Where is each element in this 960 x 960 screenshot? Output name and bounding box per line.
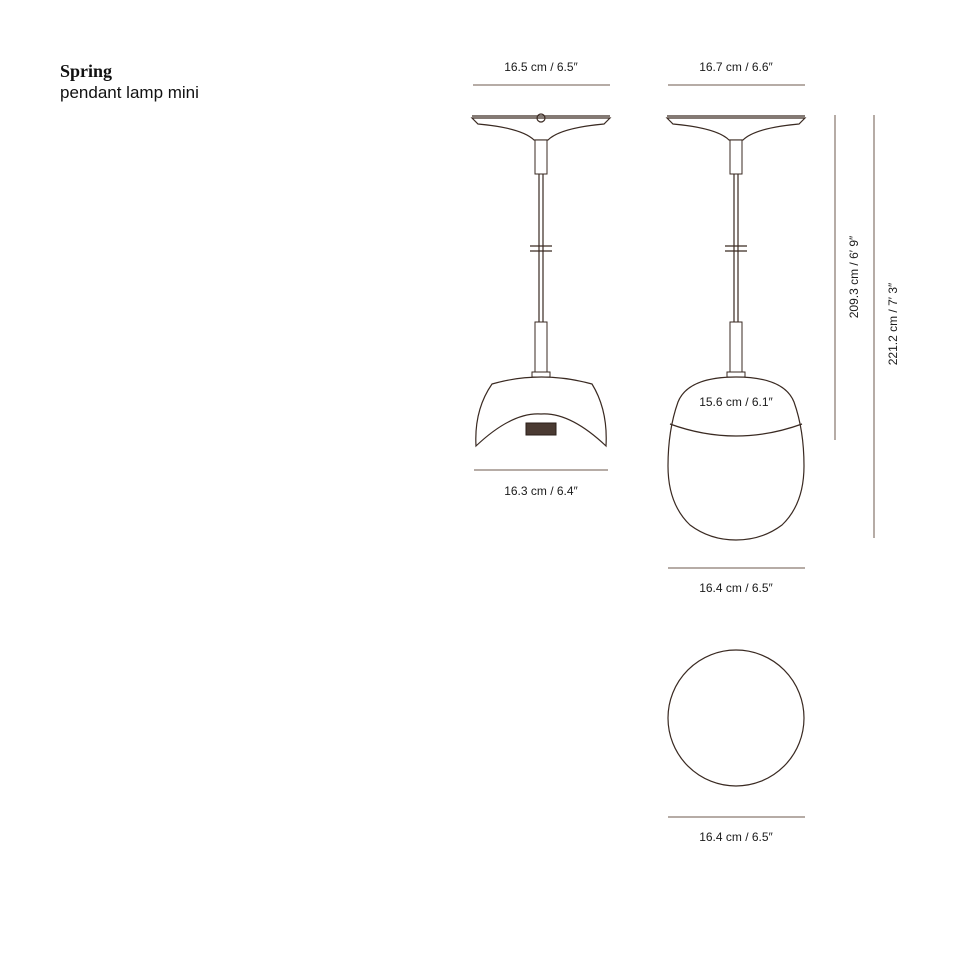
front-upper-stem [535,140,547,174]
front-shade [476,377,606,446]
front-view [472,60,610,498]
side-shade-opening [670,424,802,436]
side-stem-collar [727,372,745,377]
side-view [667,60,805,595]
product-name: Spring [60,61,113,81]
overall-height-dim-label: 221.2 cm / 7′ 3″ [886,282,900,366]
top-view-dim-label: 16.4 cm / 6.5″ [699,830,773,844]
height-to-shade-dim-label: 209.3 cm / 6′ 9″ [847,235,861,319]
front-light-module [526,423,556,435]
front-lower-stem [535,322,547,374]
canopy-front-dim-label: 16.5 cm / 6.5″ [504,60,578,74]
top-view-circle [668,650,804,786]
front-canopy [472,118,610,140]
side-lower-stem [730,322,742,374]
canopy-side-dim-label: 16.7 cm / 6.6″ [699,60,773,74]
front-stem-collar [532,372,550,377]
shade-opening-dim-label: 15.6 cm / 6.1″ [699,395,773,409]
height-dimensions [835,115,900,538]
shade-side-dim-label: 16.4 cm / 6.5″ [699,581,773,595]
shade-front-dim-label: 16.3 cm / 6.4″ [504,484,578,498]
top-view [668,650,805,844]
side-canopy [667,118,805,140]
product-type: pendant lamp mini [60,83,199,102]
side-upper-stem [730,140,742,174]
